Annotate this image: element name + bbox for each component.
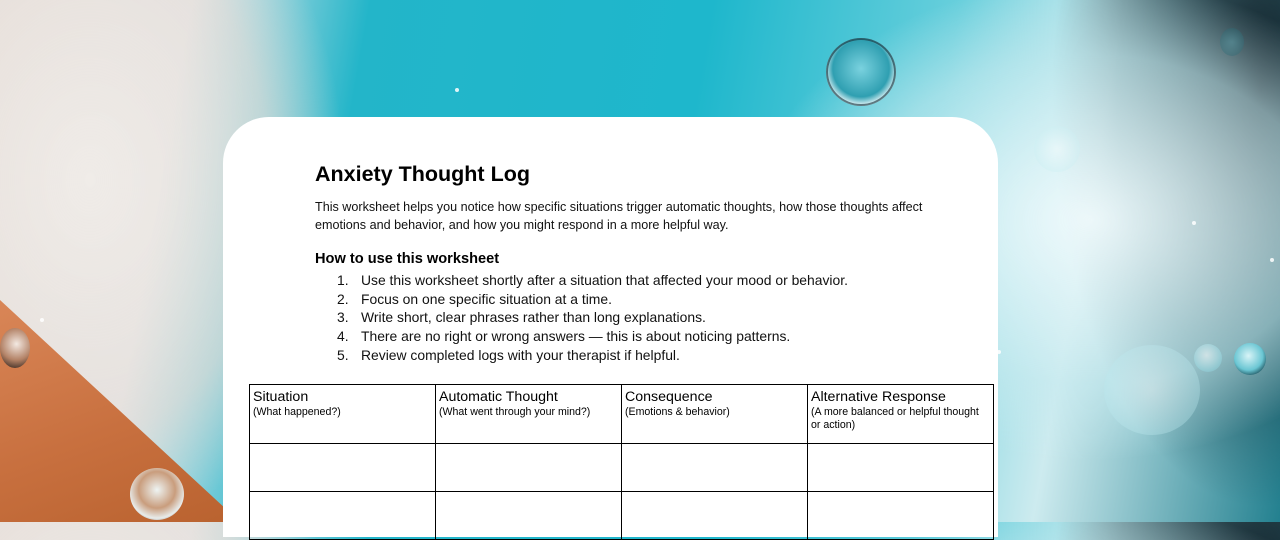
background-speck (1192, 221, 1196, 225)
table-cell-situation[interactable] (250, 444, 436, 492)
instruction-text: Write short, clear phrases rather than long explanations. (361, 309, 706, 326)
background-bubble (1194, 344, 1222, 372)
column-subtitle: (Emotions & behavior) (625, 406, 730, 418)
how-to-heading: How to use this worksheet (315, 251, 500, 267)
background-speck (40, 318, 44, 322)
table-cell-automatic-thought[interactable] (436, 492, 622, 540)
table-cell-automatic-thought[interactable] (436, 444, 622, 492)
thought-log-table (249, 384, 994, 540)
instruction-number: 4. (337, 328, 349, 345)
table-header-row (250, 385, 994, 444)
worksheet-title: Anxiety Thought Log (315, 162, 530, 186)
column-header-situation (250, 385, 436, 444)
table-cell-situation[interactable] (250, 492, 436, 540)
instruction-number: 3. (337, 309, 349, 326)
table-cell-alternative-response[interactable] (808, 444, 994, 492)
instruction-item (337, 308, 848, 327)
background-bubble (1034, 126, 1080, 172)
instruction-item (337, 290, 848, 309)
column-header-consequence (622, 385, 808, 444)
background-bubble (130, 468, 184, 520)
table-cell-consequence[interactable] (622, 444, 808, 492)
instruction-text: Review completed logs with your therapist if helpful. (361, 346, 680, 363)
background-bubble (1220, 28, 1244, 56)
instruction-item (337, 327, 848, 346)
instruction-number: 5. (337, 346, 349, 363)
table-cell-consequence[interactable] (622, 492, 808, 540)
background-bubble (826, 38, 896, 106)
column-header-alternative-response (808, 385, 994, 444)
table-row (250, 444, 994, 492)
instruction-text: Use this worksheet shortly after a situation that affected your mood or behavior. (361, 272, 848, 288)
worksheet-intro: This worksheet helps you notice how specific situations trigger automatic thoughts, how those thoughts affect emotions and behavior, and how you might respond in a more helpful way. (315, 200, 923, 232)
column-title: Alternative Response (811, 389, 946, 405)
column-subtitle: (A more balanced or helpful thought or action) (811, 406, 979, 431)
background-bubble (1234, 343, 1266, 375)
column-subtitle: (What happened?) (253, 406, 341, 418)
column-title: Consequence (625, 389, 713, 405)
background-bubble (0, 328, 30, 368)
table-row (250, 492, 994, 540)
table-cell-alternative-response[interactable] (808, 492, 994, 540)
instruction-number: 2. (337, 290, 349, 307)
column-header-automatic-thought (436, 385, 622, 444)
background-bubble (1104, 345, 1200, 435)
instruction-item (337, 346, 848, 365)
instruction-text: There are no right or wrong answers — this is about noticing patterns. (361, 328, 791, 345)
background-orange-shape (0, 300, 240, 522)
instruction-text: Focus on one specific situation at a time. (361, 290, 612, 307)
column-subtitle: (What went through your mind?) (439, 406, 591, 418)
background-speck (1270, 258, 1274, 262)
column-title: Situation (253, 389, 309, 405)
column-title: Automatic Thought (439, 389, 558, 405)
instruction-number: 1. (337, 272, 349, 288)
instructions-list (337, 271, 848, 365)
instruction-item (337, 271, 848, 290)
background-speck (455, 88, 459, 92)
